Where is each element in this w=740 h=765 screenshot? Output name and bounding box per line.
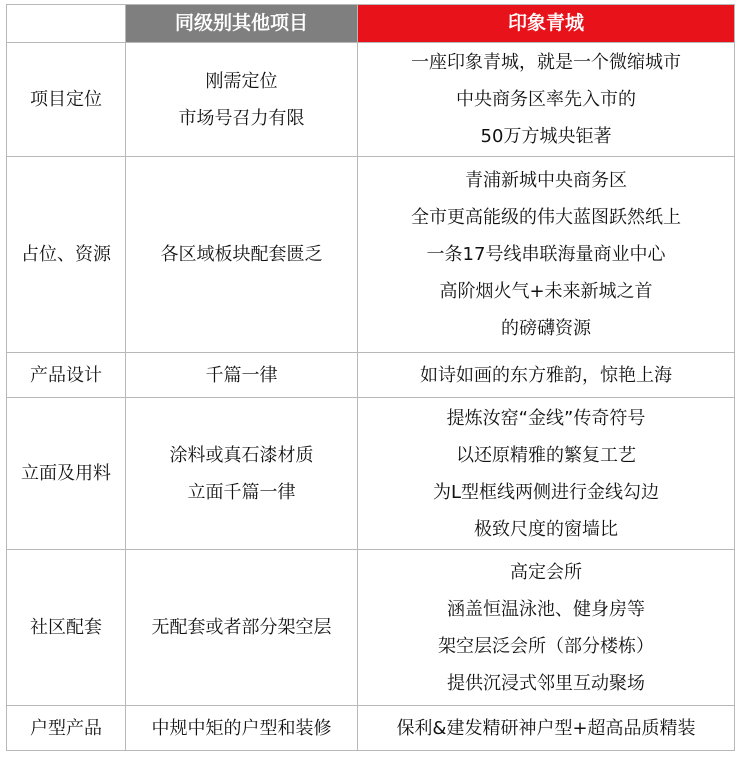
- row-label: 占位、资源: [7, 157, 126, 353]
- cell-line: 千篇一律: [205, 364, 278, 386]
- cell-line: 全市更高能级的伟大蓝图跃然纸上: [411, 207, 681, 228]
- row-label: 产品设计: [7, 353, 126, 398]
- brand-cell: [358, 550, 735, 706]
- row-label: 户型产品: [7, 706, 126, 751]
- other-cell: [126, 157, 358, 353]
- brand-cell: [358, 353, 735, 398]
- other-cell: [126, 353, 358, 398]
- cell-line: 架空层泛会所（部分楼栋）: [438, 635, 654, 657]
- cell-line: 以还原精雅的繁复工艺: [456, 444, 636, 466]
- cell-line: 中规中矩的户型和装修: [151, 717, 332, 739]
- table-row: [7, 706, 735, 751]
- cell-line: 极致尺度的窗墙比: [474, 518, 618, 540]
- cell-line: 高阶烟火气+未来新城之首: [439, 281, 653, 302]
- table-row: [7, 398, 735, 550]
- other-cell: [126, 550, 358, 706]
- cell-line: 提炼汝窑“金线”传奇符号: [446, 407, 646, 429]
- corner-cell: [7, 5, 126, 43]
- table-row: [7, 353, 735, 398]
- brand-cell: [358, 43, 735, 157]
- brand-header: 印象青城: [358, 5, 735, 43]
- header-row: [7, 5, 735, 43]
- row-label: 项目定位: [7, 43, 126, 157]
- table-row: [7, 157, 735, 353]
- cell-line: 涵盖恒温泳池、健身房等: [447, 598, 645, 620]
- cell-line: 为L型框线两侧进行金线勾边: [432, 481, 660, 503]
- cell-line: 涂料或真石漆材质: [169, 444, 314, 466]
- other-cell: [126, 43, 358, 157]
- cell-line: 如诗如画的东方雅韵，惊艳上海: [420, 364, 672, 386]
- other-cell: [126, 398, 358, 550]
- brand-cell: [358, 157, 735, 353]
- cell-line: 提供沉浸式邻里互动聚场: [447, 672, 645, 694]
- cell-line: 50万方城央钜著: [480, 126, 612, 147]
- brand-cell: [358, 706, 735, 751]
- table-row: [7, 550, 735, 706]
- cell-line: 一座印象青城，就是一个微缩城市: [411, 52, 681, 73]
- other-projects-header: 同级别其他项目: [126, 5, 358, 43]
- cell-line: 立面千篇一律: [187, 481, 296, 503]
- table-row: [7, 43, 735, 157]
- cell-line: 青浦新城中央商务区: [465, 170, 627, 191]
- cell-line: 刚需定位: [205, 70, 278, 92]
- cell-line: 中央商务区率先入市的: [456, 89, 636, 110]
- row-label: 社区配套: [7, 550, 126, 706]
- cell-line: 一条17号线串联海量商业中心: [426, 244, 666, 265]
- cell-line: 各区域板块配套匮乏: [160, 244, 323, 265]
- row-label: 立面及用料: [7, 398, 126, 550]
- cell-line: 的磅礴资源: [501, 318, 591, 339]
- other-cell: [126, 706, 358, 751]
- brand-cell: [358, 398, 735, 550]
- cell-line: 保利&建发精研神户型+超高品质精装: [396, 717, 696, 739]
- cell-line: 高定会所: [510, 561, 582, 583]
- comparison-table: [6, 4, 735, 751]
- cell-line: 市场号召力有限: [178, 107, 305, 129]
- cell-line: 无配套或者部分架空层: [151, 617, 332, 638]
